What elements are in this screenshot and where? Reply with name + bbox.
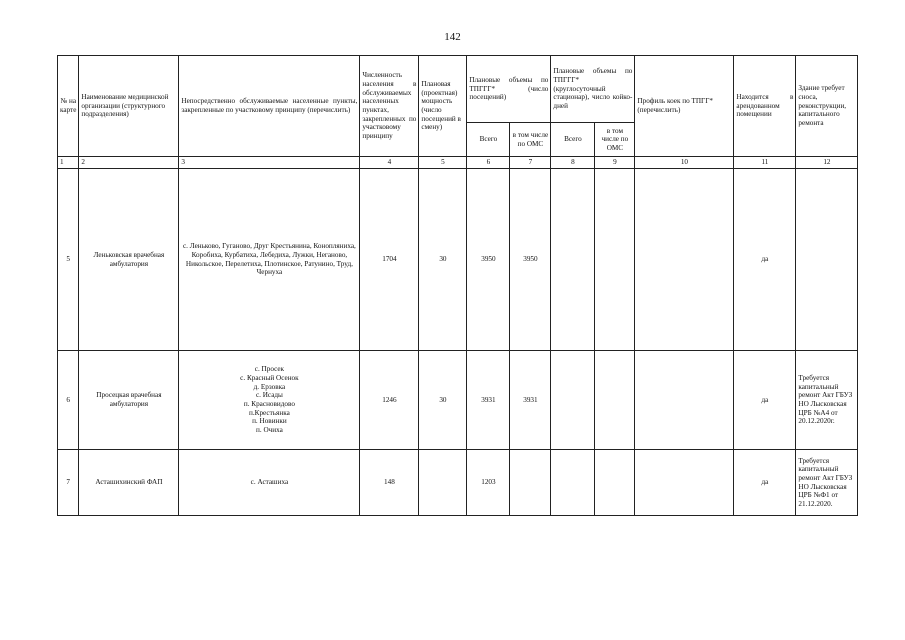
header-capacity: Плановая (проектная) мощность (число посещений в смену): [419, 56, 467, 157]
row-visits-total: 3931: [467, 351, 510, 450]
row-beds-oms: [595, 450, 635, 516]
row-settlements: с. Просек с. Красный Осенок д. Ерзовка с. Исады п. Красновидово п.Крестьянка п. Новинки п. Очиха: [179, 351, 360, 450]
header-organization-name: Наименование медицинской организации (структурного подразделения): [79, 56, 179, 157]
row-bed-profile: [635, 450, 734, 516]
row-bed-profile: [635, 169, 734, 351]
header-building-condition: Здание требует сноса, реконструкции, капитального ремонта: [796, 56, 858, 157]
row-visits-total: 3950: [467, 169, 510, 351]
row-beds-total: [551, 169, 595, 351]
row-beds-oms: [595, 351, 635, 450]
table-row: [58, 450, 858, 516]
row-visits-oms: [510, 450, 551, 516]
column-number: 7: [510, 157, 551, 169]
row-map-number: 7: [58, 450, 79, 516]
header-visits-total: Всего: [467, 123, 510, 157]
column-number: 4: [360, 157, 419, 169]
row-population: 1704: [360, 169, 419, 351]
row-visits-oms: 3931: [510, 351, 551, 450]
row-map-number: 6: [58, 351, 79, 450]
row-capacity: 30: [419, 169, 467, 351]
column-number: 1: [58, 157, 79, 169]
column-number: 3: [179, 157, 360, 169]
row-rented: да: [734, 169, 796, 351]
row-map-number: 5: [58, 169, 79, 351]
row-capacity: 30: [419, 351, 467, 450]
column-number: 9: [595, 157, 635, 169]
row-population: 148: [360, 450, 419, 516]
row-building-condition: [796, 169, 858, 351]
row-capacity: [419, 450, 467, 516]
row-bed-profile: [635, 351, 734, 450]
column-number: 6: [467, 157, 510, 169]
table-row: [58, 351, 858, 450]
column-number-row: [58, 157, 858, 169]
row-settlements: с. Асташиха: [179, 450, 360, 516]
header-settlements: Непосредственно обслуживаемые населенные пункты, закрепленные по участковому принципу (перечислить): [179, 56, 360, 157]
facilities-table: [57, 55, 858, 516]
column-number: 12: [796, 157, 858, 169]
header-beds-total: Всего: [551, 123, 595, 157]
column-number: 10: [635, 157, 734, 169]
header-rented: Находится в арендованном помещении: [734, 56, 796, 157]
column-number: 2: [79, 157, 179, 169]
row-population: 1246: [360, 351, 419, 450]
column-number: 5: [419, 157, 467, 169]
row-visits-oms: 3950: [510, 169, 551, 351]
row-rented: да: [734, 351, 796, 450]
row-organization-name: Просецкая врачебная амбулатория: [79, 351, 179, 450]
row-rented: да: [734, 450, 796, 516]
header-map-number: № на карте: [58, 56, 79, 157]
row-organization-name: Асташихинский ФАП: [79, 450, 179, 516]
row-beds-total: [551, 450, 595, 516]
header-row-1: [58, 56, 858, 123]
column-number: 11: [734, 157, 796, 169]
column-number: 8: [551, 157, 595, 169]
header-visits-oms: в том числе по ОМС: [510, 123, 551, 157]
row-beds-total: [551, 351, 595, 450]
header-population: Численность населения в обслуживаемых населенных пунктах, закрепленных по участковому принципу: [360, 56, 419, 157]
row-visits-total: 1203: [467, 450, 510, 516]
header-beds-oms: в том числе по ОМС: [595, 123, 635, 157]
header-planned-bed-days: Плановые объемы по ТПГГГ* (круглосуточный стационар), число койко-дней: [551, 56, 635, 123]
row-building-condition: Требуется капитальный ремонт Акт ГБУЗ НО Лысковская ЦРБ №Ф1 от 21.12.2020.: [796, 450, 858, 516]
row-settlements: с. Леньково, Гуганово, Друг Крестьянина, Конопляниха, Коробиха, Курбатиха, Лебедиха, Лужки, Неганово, Никольское, Перелетиха, Плотинское, Ратунино, Труд, Чернуха: [179, 169, 360, 351]
row-organization-name: Леньковская врачебная амбулатория: [79, 169, 179, 351]
row-building-condition: Требуется капитальный ремонт Акт ГБУЗ НО Лысковская ЦРБ №А4 от 20.12.2020г.: [796, 351, 858, 450]
row-beds-oms: [595, 169, 635, 351]
header-bed-profile: Профиль коек по ТПГГ* (перечислить): [635, 56, 734, 157]
page-number: 142: [444, 31, 461, 43]
table-row: [58, 169, 858, 351]
header-planned-visits: Плановые объемы по ТПГГГ* (число посещений): [467, 56, 551, 123]
